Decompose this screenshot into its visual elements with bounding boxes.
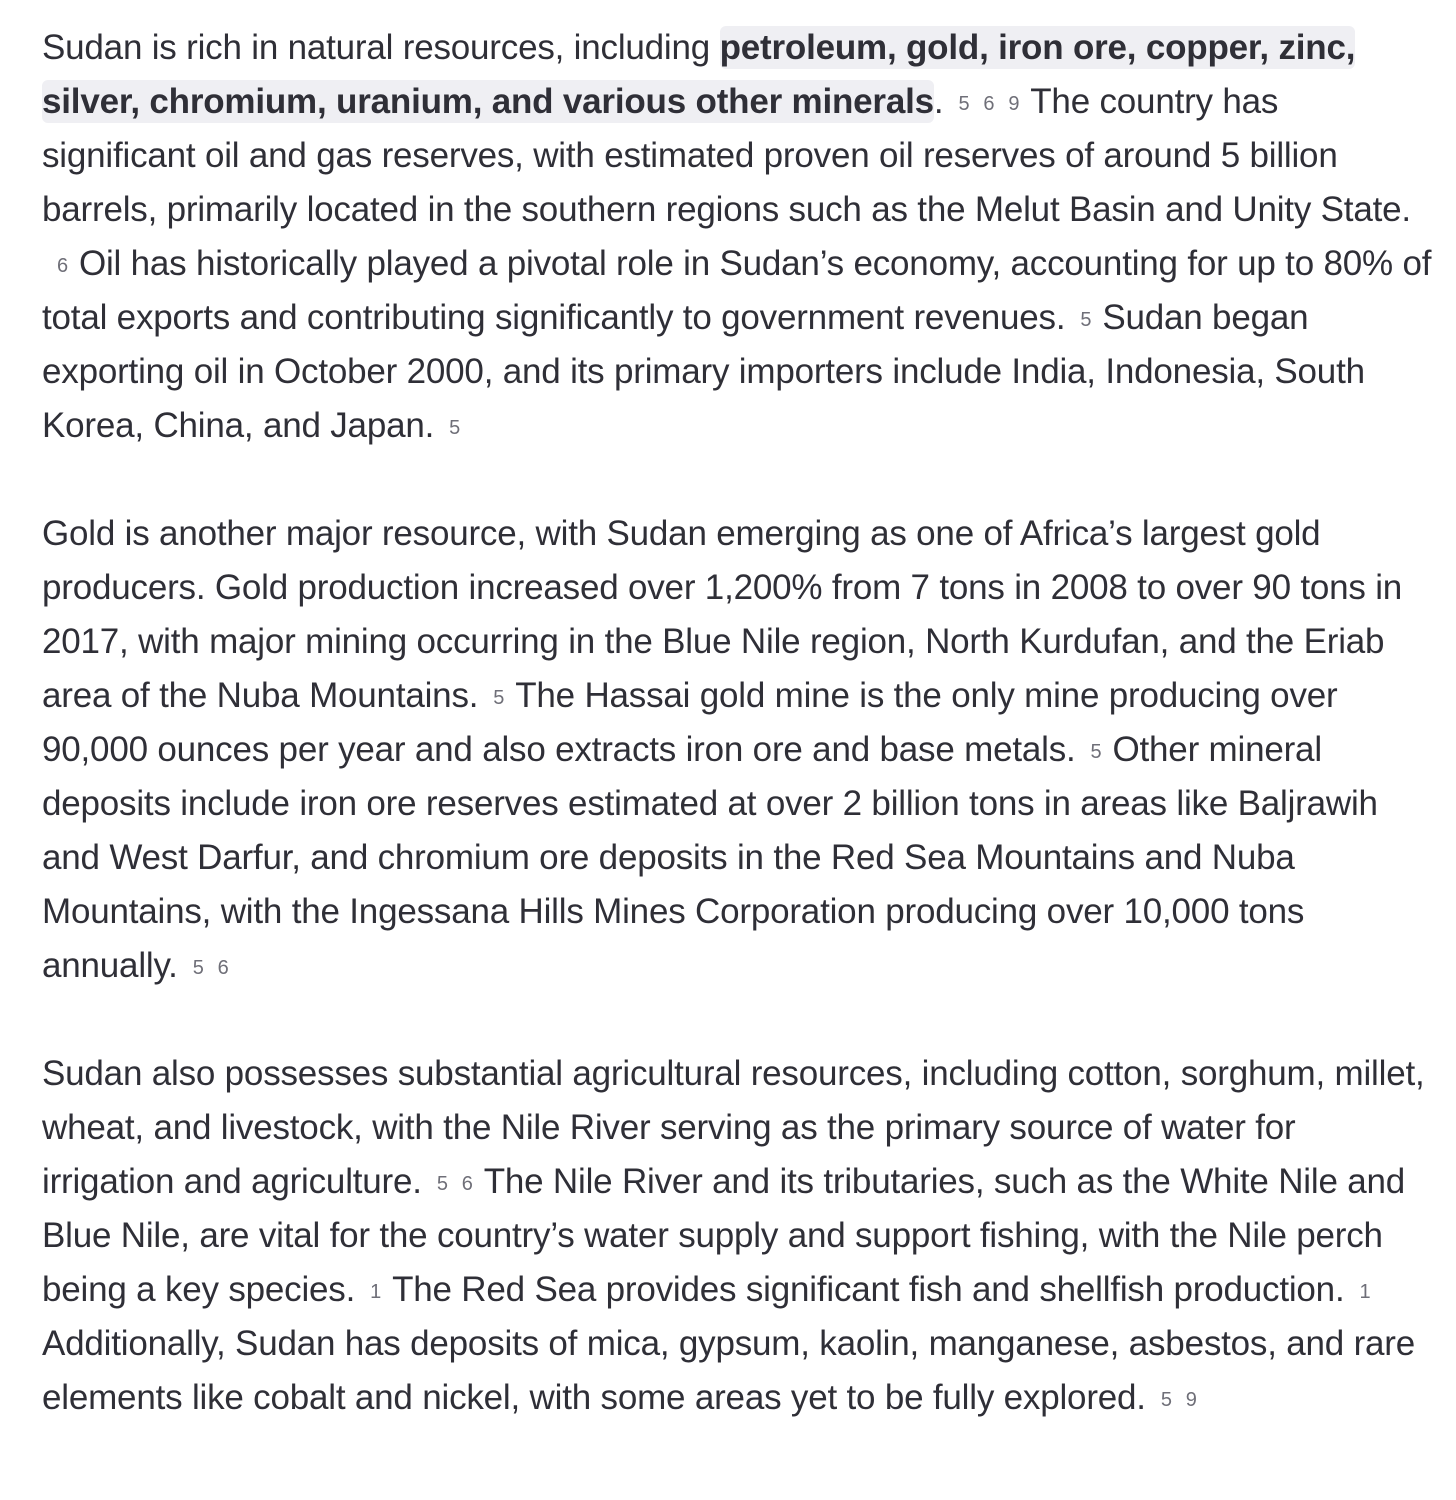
- answer-text: The Hassai gold mine is the only mine producing over 90,000 ounces per year and also extracts iron ore and base metals.: [42, 676, 1338, 769]
- citation-group: [442, 399, 467, 453]
- answer-text: Sudan began exporting oil in October 2000, and its primary importers include India, Indonesia, South Korea, China, and Japan.: [42, 298, 1365, 445]
- citation-group: [951, 75, 1026, 129]
- citation-link[interactable]: 6: [461, 1173, 473, 1195]
- answer-text: The Red Sea provides significant fish and shellfish production.: [392, 1270, 1345, 1309]
- citation-link[interactable]: 6: [217, 957, 229, 979]
- citation-group: [186, 939, 236, 993]
- citation-link[interactable]: 9: [1185, 1389, 1197, 1411]
- citation-group: [486, 669, 511, 723]
- answer-text: Sudan is rich in natural resources, including: [42, 28, 720, 67]
- answer-text: Oil has historically played a pivotal role in Sudan’s economy, accounting for up to 80% of total exports and contributing significantly to government revenues.: [42, 244, 1432, 337]
- citation-group: [1084, 723, 1109, 777]
- answer-body: [42, 21, 1434, 1425]
- citation-group: [1073, 291, 1098, 345]
- citation-group: [1352, 1263, 1377, 1317]
- citation-group: [363, 1263, 388, 1317]
- highlighted-text: petroleum, gold, iron ore, copper, zinc, silver, chromium, uranium, and various other minerals: [42, 28, 1356, 121]
- answer-text: Other mineral deposits include iron ore reserves estimated at over 2 billion tons in areas like Baljrawih and West Darfur, and chromium ore deposits in the Red Sea Mountains and Nuba Mountains, with the Ingessana Hills Mines Corporation producing over 10,000 tons annually.: [42, 730, 1378, 985]
- citation-group: [50, 237, 75, 291]
- citation-link[interactable]: 5: [1080, 309, 1092, 331]
- answer-text: Additionally, Sudan has deposits of mica, gypsum, kaolin, manganese, asbestos, and rare elements like cobalt and nickel, with some areas yet to be fully explored.: [42, 1324, 1416, 1417]
- citation-link[interactable]: 6: [57, 255, 68, 277]
- answer-text: The Nile River and its tributaries, such as the White Nile and Blue Nile, are vital for the country’s water supply and support fishing, with the Nile perch being a key species.: [42, 1162, 1406, 1309]
- answer-text: Gold is another major resource, with Sudan emerging as one of Africa’s largest gold producers. Gold production increased over 1,200% from 7 tons in 2008 to over 90 tons in 2017, with major mining occurring in the Blue Nile region, North Kurdufan, and the Eriab area of the Nuba Mountains.: [42, 514, 1403, 715]
- citation-link[interactable]: 5: [1090, 741, 1102, 763]
- answer-paragraph: [42, 1047, 1434, 1425]
- citation-link[interactable]: 5: [493, 687, 505, 709]
- citation-link[interactable]: 1: [370, 1281, 382, 1303]
- answer-paragraph: [42, 21, 1434, 453]
- answer-text: .: [933, 82, 944, 121]
- citation-link[interactable]: 9: [1008, 93, 1020, 115]
- citation-link[interactable]: 5: [1160, 1389, 1172, 1411]
- citation-link[interactable]: 5: [958, 93, 970, 115]
- answer-text: The country has significant oil and gas reserves, with estimated proven oil reserves of around 5 billion barrels, primarily located in the southern regions such as the Melut Basin and Unity State.: [42, 82, 1411, 229]
- citation-link[interactable]: 5: [436, 1173, 448, 1195]
- citation-link[interactable]: 6: [983, 93, 995, 115]
- citation-group: [1154, 1371, 1204, 1425]
- answer-paragraph: [42, 507, 1434, 993]
- citation-link[interactable]: 1: [1359, 1281, 1371, 1303]
- answer-text: Sudan also possesses substantial agricultural resources, including cotton, sorghum, millet, wheat, and livestock, with the Nile River serving as the primary source of water for irrigation and agriculture.: [42, 1054, 1425, 1201]
- citation-link[interactable]: 5: [192, 957, 204, 979]
- citation-link[interactable]: 5: [449, 417, 461, 439]
- citation-group: [430, 1155, 480, 1209]
